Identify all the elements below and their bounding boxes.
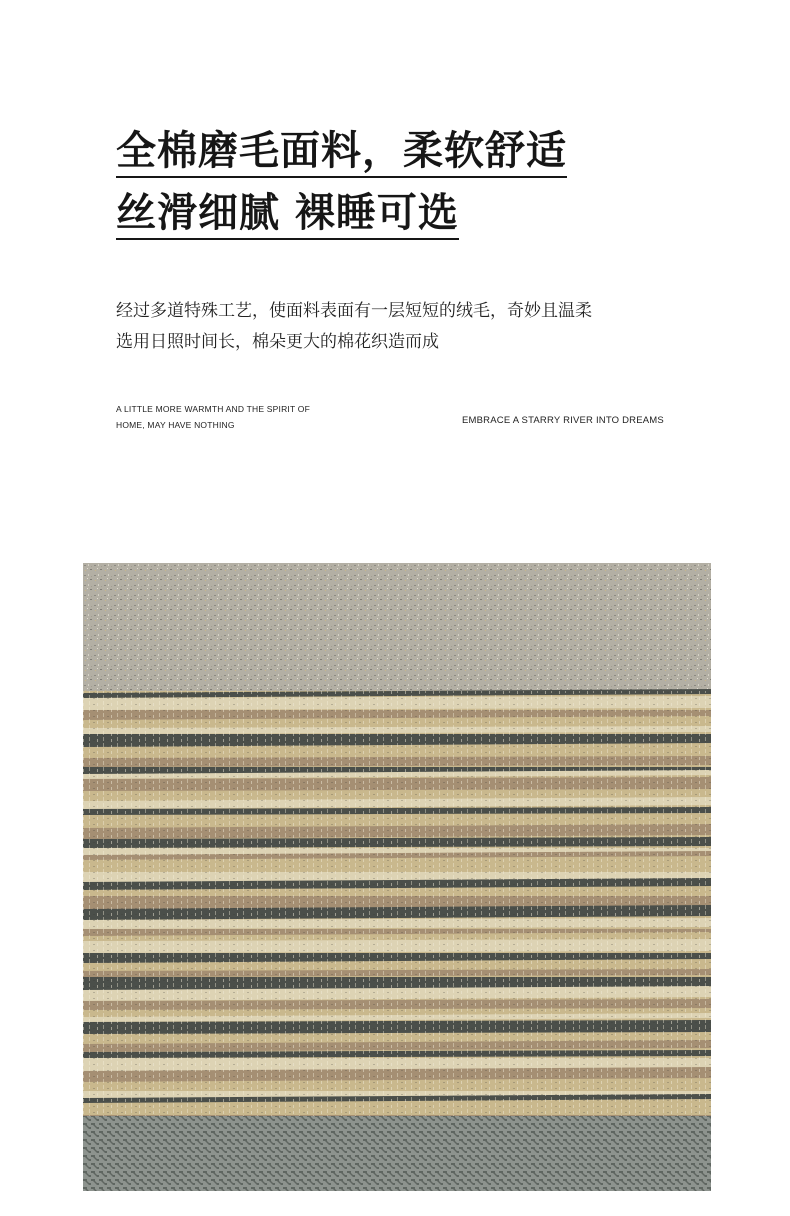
fabric-photo	[83, 563, 711, 1191]
tagline-left-line-2: HOME, MAY HAVE NOTHING	[116, 420, 235, 430]
fabric-image	[83, 563, 711, 1191]
description-line-1: 经过多道特殊工艺，使面料表面有一层短短的绒毛，奇妙且温柔	[116, 301, 592, 321]
headline	[116, 126, 716, 240]
fabric-houndstooth-bottom	[83, 1116, 711, 1191]
description-line-2: 选用日照时间长，棉朵更大的棉花织造而成	[116, 332, 439, 352]
tagline-right: EMBRACE A STARRY RIVER INTO DREAMS	[462, 415, 664, 426]
description	[116, 296, 716, 358]
headline-line-2: 丝滑细腻 裸睡可选	[116, 188, 459, 240]
tagline-left-line-1: A LITTLE MORE WARMTH AND THE SPIRIT OF	[116, 404, 310, 414]
headline-line-1: 全棉磨毛面料，柔软舒适	[116, 126, 567, 178]
fabric-stripe-texture	[83, 691, 711, 1121]
tagline-left	[116, 401, 310, 433]
